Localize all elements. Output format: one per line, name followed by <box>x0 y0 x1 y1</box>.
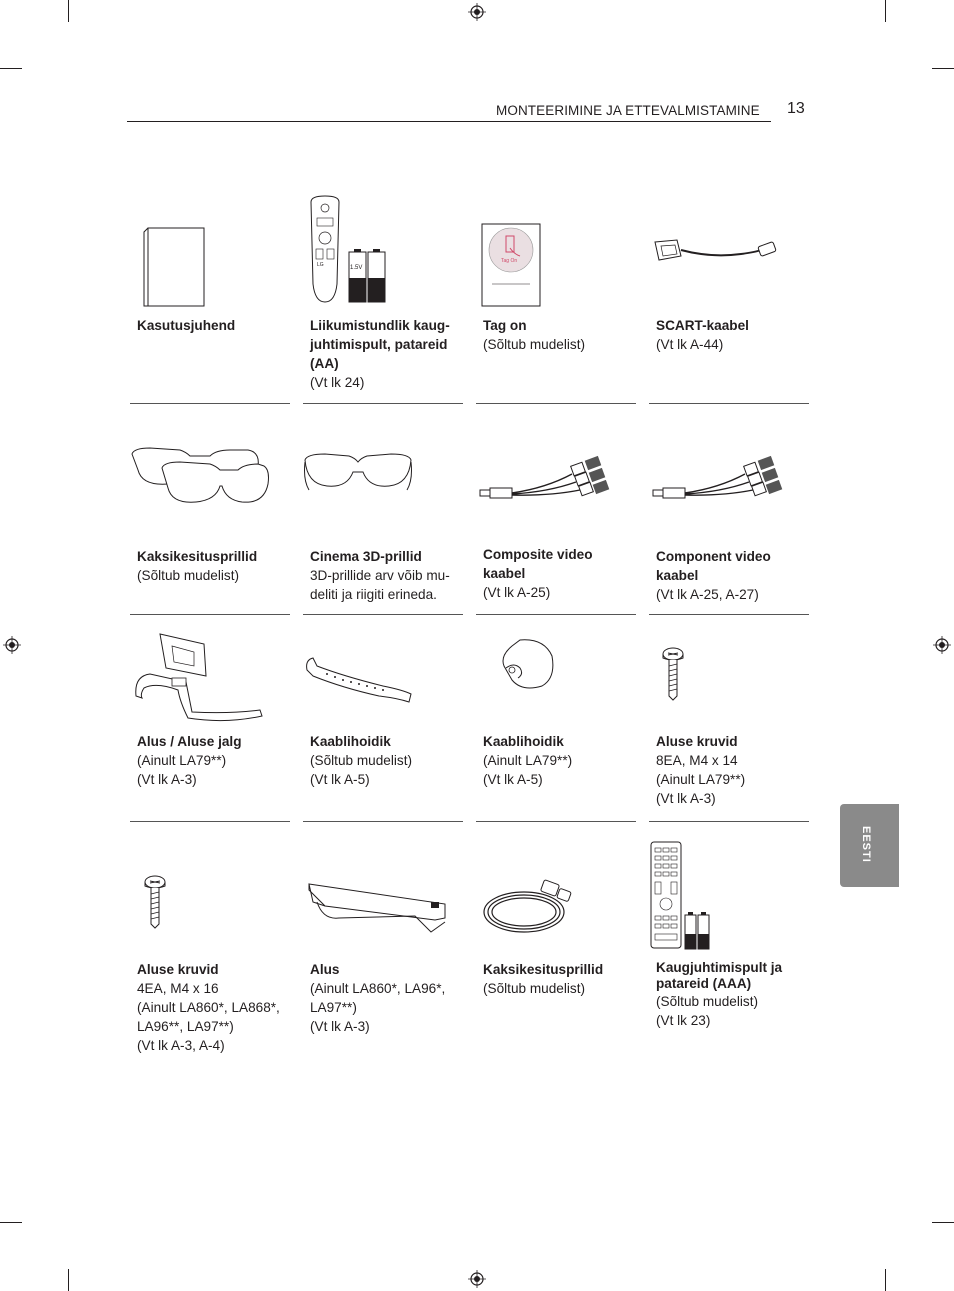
page-number: 13 <box>787 100 805 117</box>
brand-label: LG <box>317 262 324 268</box>
item-desc: 8EA, M4 x 14 (Ainult LA79**) (Vt lk A-3) <box>656 753 746 806</box>
item-desc: (Ainult LA79**) (Vt lk A-3) <box>137 753 227 787</box>
item-user-manual <box>130 190 290 404</box>
item-desc: (Sõltub mudelist) <box>137 568 239 583</box>
item-title: Kaablihoidik <box>310 734 391 749</box>
item-title: Liikumistundlik kaug-juhtimispult, patareid (AA) <box>310 318 450 371</box>
item-dual-play-glasses <box>130 420 290 615</box>
row-divider <box>476 821 636 822</box>
row-divider <box>303 821 463 822</box>
glasses-icon <box>303 452 413 496</box>
item-tag-on <box>476 190 636 404</box>
item-desc: 3D-prillide arv võib mu-deliti ja riigiti erineda. <box>310 568 450 602</box>
crop-mark <box>68 0 69 22</box>
item-desc: 4EA, M4 x 16 (Ainult LA860*, LA868*, LA96**, LA97**) (Vt lk A-3, A-4) <box>137 981 280 1053</box>
row-divider <box>649 614 809 615</box>
row-divider <box>303 403 463 404</box>
scart-cable-icon <box>651 236 781 272</box>
item-stand-leg <box>130 624 290 822</box>
crop-mark <box>68 1269 69 1291</box>
tag-on-card-icon <box>480 222 542 308</box>
coiled-cable-icon <box>480 878 580 936</box>
item-desc: (Sõltub mudelist) (Vt lk A-5) <box>310 753 412 787</box>
item-title: Tag on <box>483 318 527 333</box>
registration-mark-icon <box>933 636 951 654</box>
stand-leg-icon <box>130 630 264 722</box>
item-cinema-3d-glasses <box>303 420 463 615</box>
item-title: Alus / Aluse jalg <box>137 734 242 749</box>
crop-mark <box>0 1222 22 1223</box>
item-title: SCART-kaabel <box>656 318 749 333</box>
item-desc: (Sõltub mudelist) <box>483 337 585 352</box>
item-stand <box>303 840 463 1080</box>
cable-holder-icon <box>303 652 415 704</box>
item-title: Composite video kaabel <box>483 547 593 581</box>
section-title: MONTEERIMINE JA ETTEVALMISTAMINE <box>496 103 760 118</box>
language-tab <box>840 804 899 887</box>
battery-voltage: 1.5V <box>350 265 363 271</box>
item-stand-screws-a <box>649 624 809 822</box>
row-divider <box>130 403 290 404</box>
item-composite-video-cable <box>476 420 636 615</box>
composite-cable-icon <box>476 452 616 508</box>
item-title: Alus <box>310 962 340 977</box>
item-cable-holder-clip <box>476 624 636 822</box>
component-cable-icon <box>649 452 789 508</box>
row-divider <box>130 614 290 615</box>
screw-icon <box>143 874 167 930</box>
language-tab-label: EESTI <box>860 826 872 863</box>
header-divider <box>127 121 771 122</box>
item-title: Aluse kruvid <box>656 734 738 749</box>
glasses-icon <box>130 442 270 512</box>
item-desc: (Vt lk 24) <box>310 375 365 390</box>
registration-mark-icon <box>468 3 486 21</box>
row-divider <box>476 614 636 615</box>
item-desc: (Sõltub mudelist) <box>483 981 585 996</box>
crop-mark <box>932 1222 954 1223</box>
item-remote-batteries <box>649 840 809 1080</box>
row-divider <box>130 821 290 822</box>
item-title: Aluse kruvid <box>137 962 219 977</box>
row-divider <box>476 403 636 404</box>
item-title: Kaugjuhtimispult ja patareid (AAA) <box>656 960 783 991</box>
cable-clip-icon <box>498 638 558 690</box>
crop-mark <box>0 68 22 69</box>
item-title: Kaablihoidik <box>483 734 564 749</box>
item-desc: (Ainult LA79**) (Vt lk A-5) <box>483 753 573 787</box>
item-component-video-cable <box>649 420 809 615</box>
item-title: Cinema 3D-prillid <box>310 549 422 564</box>
row-divider <box>649 821 809 822</box>
battery-icon <box>683 912 711 950</box>
item-desc: (Vt lk A-25, A-27) <box>656 587 759 602</box>
item-desc: (Vt lk A-44) <box>656 337 724 352</box>
item-title: Kaksikesitusprillid <box>137 549 258 564</box>
item-scart-cable <box>649 190 809 404</box>
item-desc: (Vt lk A-25) <box>483 585 551 600</box>
item-dual-play-glasses-cable <box>476 840 636 1080</box>
item-magic-remote <box>303 190 463 404</box>
item-title: Kaksikesitusprillid <box>483 962 604 977</box>
registration-mark-icon <box>468 1270 486 1288</box>
magic-remote-icon <box>305 194 347 304</box>
row-divider <box>649 403 809 404</box>
item-title: Component video kaabel <box>656 549 771 583</box>
item-desc: (Ainult LA860*, LA96*, LA97**) (Vt lk A-3) <box>310 981 446 1034</box>
row-divider <box>303 614 463 615</box>
manual-book-icon <box>142 226 206 308</box>
stand-base-icon <box>305 880 451 936</box>
screw-icon <box>661 646 685 702</box>
crop-mark <box>932 68 954 69</box>
item-title: Kasutusjuhend <box>137 318 236 333</box>
crop-mark <box>885 1269 886 1291</box>
battery-icon <box>347 248 387 304</box>
item-desc: (Sõltub mudelist) (Vt lk 23) <box>656 994 758 1028</box>
tag-on-label: Tag On <box>501 258 518 264</box>
remote-control-icon <box>649 840 683 950</box>
item-stand-screws-b <box>130 840 290 1080</box>
registration-mark-icon <box>3 636 21 654</box>
crop-mark <box>885 0 886 22</box>
item-cable-holder-strap <box>303 624 463 822</box>
